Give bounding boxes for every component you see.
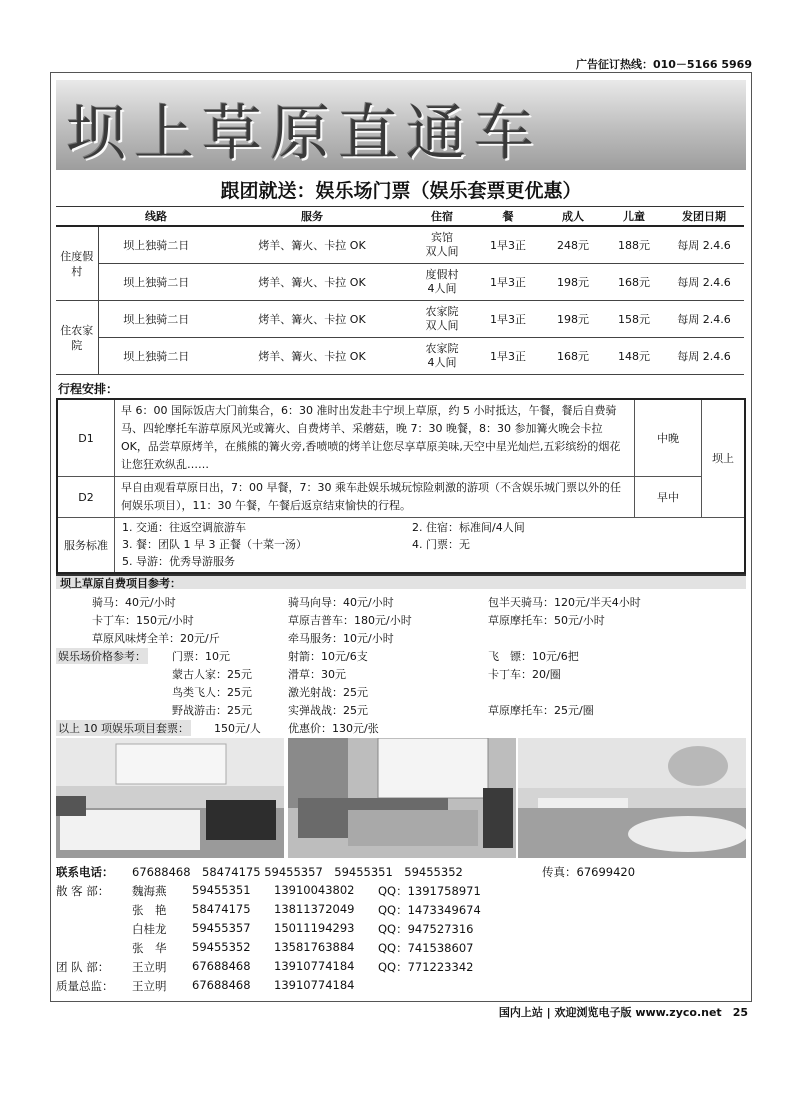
itinerary-table (56, 398, 746, 574)
entertainment-item: 飞 镖：10元/6把 (488, 650, 579, 663)
project-item: 骑马：40元/小时 (92, 596, 176, 609)
entertainment-item: 卡丁车：20/圈 (488, 668, 561, 681)
col-service: 服务 (214, 207, 410, 227)
table-header-row (56, 207, 744, 227)
entertainment-item: 鸟类飞人：25元 (172, 686, 252, 699)
projects-title-bar: 坝上草原自费项目参考： (56, 574, 746, 589)
table-row: 住度假村 坝上独骑二日 烤羊、篝火、卡拉 OK 宾馆 双人间 1早3正 248元 188元 每周 2.4.6 (56, 226, 744, 264)
banner (56, 80, 746, 170)
col-child: 儿童 (604, 207, 664, 227)
table-row: 坝上独骑二日 烤羊、篝火、卡拉 OK 农家院 4人间 1早3正 168元 148元 每周 2.4.6 (56, 338, 744, 375)
project-item: 草原吉普车：180元/小时 (288, 614, 412, 627)
project-item: 包半天骑马：120元/半天4小时 (488, 596, 641, 609)
room-photo-1 (56, 738, 284, 858)
ad-hotline: 广告征订热线：010－5166 5969 (575, 58, 752, 71)
package-label: 以上 10 项娱乐项目套票： (58, 722, 189, 735)
entertainment-item: 射箭：10元/6支 (288, 650, 368, 663)
category-resort: 住度假村 (56, 226, 98, 301)
col-lodging: 住宿 (410, 207, 474, 227)
package-price: 150元/人 (214, 722, 261, 735)
entertainment-label: 娱乐场价格参考： (58, 650, 146, 663)
discount-price: 优惠价：130元/张 (288, 722, 379, 735)
entertainment-item: 激光射战：25元 (288, 686, 368, 699)
entertainment-item: 野战游击：25元 (172, 704, 252, 717)
page-footer: 国内上站 | 欢迎浏览电子版 www.zyco.net 25 (498, 1006, 748, 1019)
itinerary-day-2: D2 早自由观看草原日出，7：00 早餐，7：30 乘车赴娱乐城玩惊险刺激的游项（不含娱乐城门票以外的任何娱乐项目），11：30 午餐，午餐后返京结束愉快的行程。 早中 (57, 477, 745, 518)
entertainment-item: 门票：10元 (172, 650, 230, 663)
category-farmhouse: 住农家院 (56, 301, 98, 375)
project-item: 草原风味烤全羊：20元/斤 (92, 632, 220, 645)
entertainment-item: 实弹战战：25元 (288, 704, 368, 717)
project-item: 牵马服务：10元/小时 (288, 632, 394, 645)
banner-title: 坝上草原直通车 (66, 99, 542, 169)
itinerary-title: 行程安排： (58, 382, 119, 396)
entertainment-item: 蒙古人家：25元 (172, 668, 252, 681)
col-route: 线路 (98, 207, 214, 227)
room-photo-2 (288, 738, 516, 858)
phone-label: 联系电话： (56, 865, 114, 879)
itinerary-day-1: D1 早 6：00 国际饭店大门前集合，6：30 准时出发赴丰宁坝上草原，约 5 小时抵达，午餐，餐后自费骑马、四轮摩托车游草原风光或篝火、自费烤羊、采蘑菇，晚 7：30 晚餐，8：30 参加篝火晚会卡拉 OK，品尝草原烤羊，在熊熊的篝火旁,香喷喷的烤羊让您尽享草原美味,天空中星光灿烂,五彩缤纷的烟花让您狂欢纵乱…… 中晚 坝上 (57, 399, 745, 477)
entertainment-item: 草原摩托车：25元/圈 (488, 704, 594, 717)
project-item: 卡丁车：150元/小时 (92, 614, 194, 627)
entertainment-item: 滑草：30元 (288, 668, 346, 681)
itinerary-services: 服务标准 1. 交通：往返空调旅游车 2. 住宿：标准间/4人间 3. 餐：团队 1 早 3 正餐（十菜一汤） 4. 门票：无 5. 导游：优秀导游服务 (57, 518, 745, 574)
col-dates: 发团日期 (664, 207, 744, 227)
col-meals: 餐 (474, 207, 542, 227)
col-adult: 成人 (542, 207, 604, 227)
phone-numbers: 67688468 58474175 59455357 59455351 59455352 (132, 865, 463, 879)
room-photo-3 (518, 738, 746, 858)
project-item: 草原摩托车：50元/小时 (488, 614, 605, 627)
table-row: 坝上独骑二日 烤羊、篝火、卡拉 OK 度假村 4人间 1早3正 198元 168元 每周 2.4.6 (56, 264, 744, 301)
table-row: 住农家院 坝上独骑二日 烤羊、篝火、卡拉 OK 农家院 双人间 1早3正 198元 158元 每周 2.4.6 (56, 301, 744, 338)
subtitle: 跟团就送：娱乐场门票（娱乐套票更优惠） (220, 180, 582, 202)
tour-price-table (56, 206, 744, 375)
project-item: 骑马向导：40元/小时 (288, 596, 394, 609)
fax: 传真：67699420 (542, 865, 636, 879)
